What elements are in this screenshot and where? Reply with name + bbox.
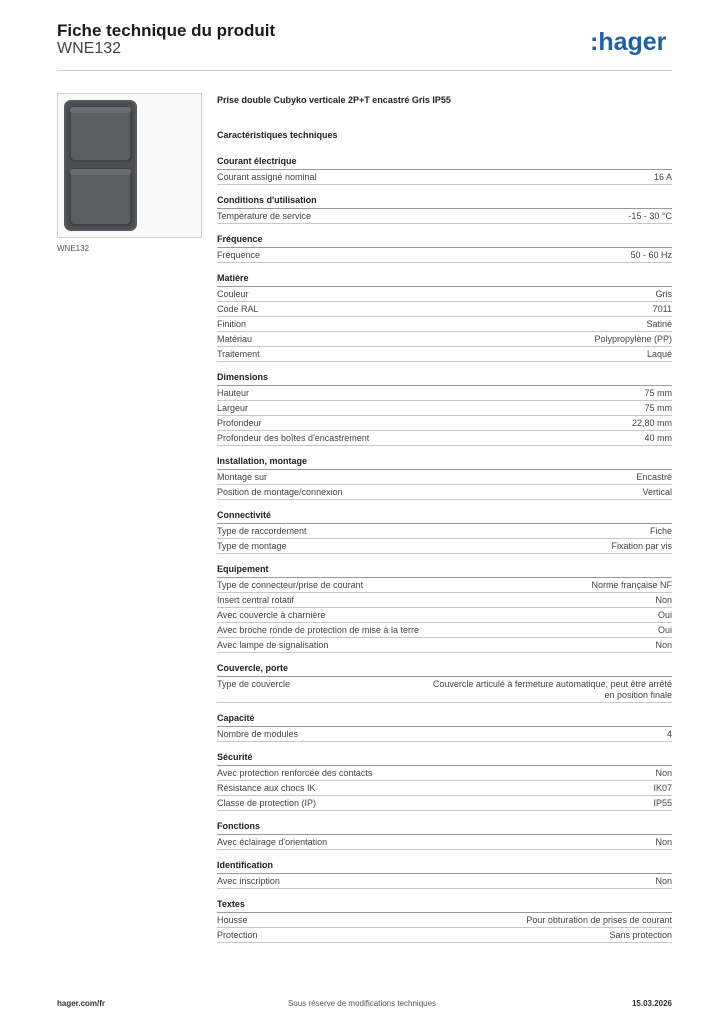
spec-row (217, 677, 672, 703)
spec-value: 22,80 mm (631, 418, 672, 428)
spec-label: Résistance aux chocs IK (217, 783, 316, 793)
spec-value: Laqué (646, 349, 672, 359)
spec-label: Finition (217, 319, 247, 329)
spec-value: Polypropylène (PP) (594, 334, 672, 344)
spec-row (217, 796, 672, 811)
spec-row (217, 623, 672, 638)
spec-section (217, 156, 672, 185)
spec-sections (217, 156, 672, 943)
spec-value: Sans protection (609, 930, 672, 940)
spec-value: Norme française NF (591, 580, 672, 590)
spec-label: Classe de protection (IP) (217, 798, 317, 808)
section-heading: Fréquence (217, 234, 672, 248)
section-heading: Connectivité (217, 510, 672, 524)
spec-value: 75 mm (644, 403, 672, 413)
product-image (57, 93, 202, 238)
spec-section (217, 821, 672, 850)
spec-label: Profondeur (217, 418, 262, 428)
spec-value: Non (655, 837, 672, 847)
spec-label: Matériau (217, 334, 253, 344)
product-name: Prise double Cubyko verticale 2P+T encastré Gris IP55 (217, 95, 451, 105)
spec-label: Type de connecteur/prise de courant (217, 580, 364, 590)
double-socket-icon (58, 94, 201, 237)
spec-value: Oui (657, 610, 672, 620)
spec-row (217, 248, 672, 263)
spec-label: Position de montage/connexion (217, 487, 343, 497)
spec-label: Type de couvercle (217, 679, 291, 689)
spec-value: 75 mm (644, 388, 672, 398)
spec-row (217, 401, 672, 416)
spec-section (217, 456, 672, 500)
spec-row (217, 913, 672, 928)
spec-label: Avec broche ronde de protection de mise à la terre (217, 625, 419, 635)
product-reference: WNE132 (57, 40, 122, 57)
section-heading: Fonctions (217, 821, 672, 835)
spec-row (217, 347, 672, 362)
page-title: Fiche technique du produit (57, 21, 276, 40)
spec-row (217, 287, 672, 302)
characteristics-title: Caractéristiques techniques (217, 130, 338, 140)
spec-label: Avec inscription (217, 876, 280, 886)
spec-label: Nombre de modules (217, 729, 299, 739)
spec-label: Fréquence (217, 250, 261, 260)
spec-value: Gris (655, 289, 672, 299)
spec-label: Code RAL (217, 304, 259, 314)
spec-label: Température de service (217, 211, 312, 221)
spec-section (217, 510, 672, 554)
spec-row (217, 302, 672, 317)
spec-label: Type de montage (217, 541, 287, 551)
spec-row (217, 593, 672, 608)
spec-value: Non (655, 595, 672, 605)
spec-label: Largeur (217, 403, 249, 413)
spec-section (217, 663, 672, 703)
spec-value: 16 A (653, 172, 672, 182)
spec-row (217, 766, 672, 781)
spec-row (217, 874, 672, 889)
section-heading: Matière (217, 273, 672, 287)
spec-value: Fiche (649, 526, 672, 536)
spec-label: Type de raccordement (217, 526, 307, 536)
spec-label: Profondeur des boîtes d'encastrement (217, 433, 370, 443)
spec-section (217, 372, 672, 446)
hager-logo (590, 26, 672, 58)
spec-row (217, 781, 672, 796)
spec-value: 50 - 60 Hz (630, 250, 672, 260)
spec-value: Couvercle articulé à fermeture automatique, peut être arrêté en position finale (432, 679, 672, 700)
spec-section (217, 273, 672, 362)
header-divider (57, 70, 672, 71)
footer-notice: Sous réserve de modifications techniques (287, 999, 437, 1008)
spec-section (217, 564, 672, 653)
spec-label: Avec lampe de signalisation (217, 640, 329, 650)
spec-content (217, 95, 672, 953)
spec-label: Traitement (217, 349, 260, 359)
spec-row (217, 209, 672, 224)
spec-row (217, 835, 672, 850)
spec-section (217, 234, 672, 263)
spec-value: IK07 (653, 783, 672, 793)
spec-value: Oui (657, 625, 672, 635)
section-heading: Courant électrique (217, 156, 672, 170)
spec-row (217, 332, 672, 347)
section-heading: Textes (217, 899, 672, 913)
spec-value: Fixation par vis (611, 541, 672, 551)
spec-value: Satiné (646, 319, 672, 329)
spec-section (217, 752, 672, 811)
spec-value: 7011 (652, 304, 672, 314)
spec-value: IP55 (653, 798, 672, 808)
section-heading: Installation, montage (217, 456, 672, 470)
spec-row (217, 608, 672, 623)
spec-value: Encastré (636, 472, 672, 482)
spec-label: Protection (217, 930, 258, 940)
spec-value: Vertical (642, 487, 672, 497)
spec-row (217, 638, 672, 653)
section-heading: Equipement (217, 564, 672, 578)
section-heading: Capacité (217, 713, 672, 727)
spec-value: Pour obturation de prises de courant (526, 915, 672, 925)
spec-row (217, 386, 672, 401)
spec-label: Avec éclairage d'orientation (217, 837, 328, 847)
spec-value: Non (655, 876, 672, 886)
logo-text: :hager (590, 28, 667, 56)
spec-row (217, 431, 672, 446)
section-heading: Identification (217, 860, 672, 874)
spec-row (217, 317, 672, 332)
spec-row (217, 539, 672, 554)
spec-row (217, 524, 672, 539)
spec-row (217, 727, 672, 742)
spec-row (217, 416, 672, 431)
spec-section (217, 899, 672, 943)
spec-section (217, 713, 672, 742)
spec-section (217, 860, 672, 889)
spec-label: Hauteur (217, 388, 250, 398)
section-heading: Sécurité (217, 752, 672, 766)
spec-section (217, 195, 672, 224)
section-heading: Conditions d'utilisation (217, 195, 672, 209)
section-heading: Couvercle, porte (217, 663, 672, 677)
spec-value: Non (655, 640, 672, 650)
spec-label: Montage sur (217, 472, 268, 482)
spec-row (217, 928, 672, 943)
spec-value: 40 mm (644, 433, 672, 443)
spec-value: Non (655, 768, 672, 778)
footer-date: 15.03.2026 (631, 999, 672, 1008)
image-caption: WNE132 (57, 244, 90, 253)
footer-website[interactable]: hager.com/fr (57, 999, 106, 1008)
spec-label: Avec protection renforcée des contacts (217, 768, 373, 778)
spec-row (217, 470, 672, 485)
spec-value: -15 - 30 °C (628, 211, 672, 221)
spec-row (217, 578, 672, 593)
spec-value: 4 (666, 729, 672, 739)
spec-label: Avec couvercle à charnière (217, 610, 326, 620)
spec-label: Insert central rotatif (217, 595, 295, 605)
spec-label: Couleur (217, 289, 249, 299)
spec-row (217, 170, 672, 185)
spec-label: Housse (217, 915, 248, 925)
spec-row (217, 485, 672, 500)
section-heading: Dimensions (217, 372, 672, 386)
spec-label: Courant assigné nominal (217, 172, 317, 182)
